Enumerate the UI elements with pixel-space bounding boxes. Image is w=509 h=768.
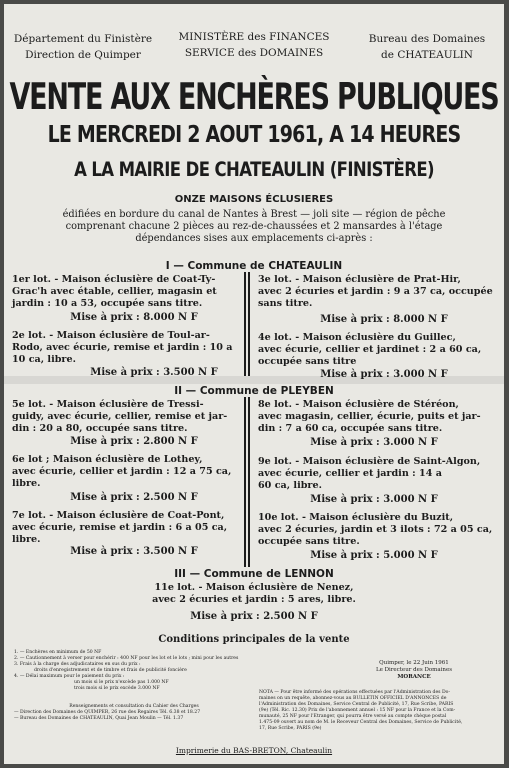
column-divider [248,272,250,376]
lot-11 [104,582,404,606]
lot-line: 3e lot. - Maison éclusière de Prat-Hir, [258,274,461,285]
lot-line: avec écurie, cellier et jardin : 12 a 75 ca, [12,466,232,477]
lot-line: libre. [12,534,41,545]
lot-line: avec écurie, cellier et jardin : 14 a [258,468,442,479]
lot-10-price: Mise à prix : 5.000 N F [310,550,438,561]
lot-line: 7e lot. - Maison éclusière de Coat-Pont, [12,510,225,521]
column-divider [244,272,246,376]
nota-block [259,690,499,732]
header-left-line1: Département du Finistère [13,33,153,45]
conditions-list [14,650,254,692]
commune-chateaulin: I — Commune de CHATEAULIN [165,260,343,272]
commune-pleyben: II — Commune de PLEYBEN [174,385,334,397]
lot-7-price: Mise à prix : 3.500 N F [70,546,198,557]
lot-1 [12,274,240,310]
condition-line: 3. Frais à la charge des adjudicataires en sus du prix : [14,662,141,667]
lot-6-price: Mise à prix : 2.500 N F [70,492,198,503]
lot-line: guidy, avec écurie, cellier, remise et jar- [12,411,228,422]
lot-3 [258,274,498,310]
lot-3-price: Mise à prix : 8.000 N F [320,314,448,325]
lot-2-price: Mise à prix : 3.500 N F [90,367,218,378]
subtitle: ONZE MAISONS ÉCLUSIERES [174,194,334,205]
lot-line: occupée sans titre. [258,536,360,547]
nota-line: 17, Rue Scribe, PARIS (9e) [259,726,322,731]
printer-credit: Imprimerie du BAS-BRETON, Chateaulin [175,746,333,755]
condition-line: droits d'enregistrement et de timbre et frais de publicité foncière [34,668,187,673]
lot-line: 11e lot. - Maison éclusière de Nenez, [154,582,354,593]
condition-line: trois mois si le prix excède 3.000 NF [74,686,160,691]
header-right [354,32,500,62]
lot-line: 10e lot. - Maison éclusière du Buzit, [258,512,454,523]
lot-9-price: Mise à prix : 3.000 N F [310,494,438,505]
renseignements [14,704,254,722]
lot-line: avec écurie, remise et jardin : 6 a 05 ca, [12,522,228,533]
lot-7 [12,510,240,546]
header-left-line2: Direction de Quimper [25,49,141,61]
lot-line: din : 7 a 60 ca, occupée sans titre. [258,423,443,434]
renseignement-line: — Bureau des Domaines de CHATEAULIN, Quai Jean Moulin — Tél. 1.37 [14,716,184,721]
intro-text [4,209,504,245]
lot-8-price: Mise à prix : 3.000 N F [310,437,438,448]
lot-line: avec 2 écuries et jardin : 5 ares, libre. [152,594,356,605]
lot-line: 1er lot. - Maison éclusière de Coat-Ty- [12,274,216,285]
auction-poster [4,4,504,764]
commune-lennon: III — Commune de LENNON [174,568,334,580]
signature-role: Le Directeur des Domaines [375,667,453,673]
intro-line: dépendances sises aux emplacements ci-après : [135,233,373,244]
lot-line: 10 ca, libre. [12,354,76,365]
lot-4-price: Mise à prix : 3.000 N F [320,369,448,380]
lot-1-price: Mise à prix : 8.000 N F [70,312,198,323]
nota-line: (9e) (Tél. Ric. 12.30) Prix de l'abonnement annuel : 15 NF pour la France et la Com- [259,708,456,713]
lot-line: jardin : 10 a 53, occupée sans titre. [12,298,203,309]
lot-10 [258,512,498,548]
lot-line: avec 2 écuries, jardin et 3 ilots : 72 a 05 ca, [258,524,493,535]
lot-line: avec écurie, cellier et jardinet : 2 a 60 ca, [258,344,482,355]
header-right-line1: Bureau des Domaines [368,33,486,45]
lot-line: 2e lot. - Maison éclusière de Toul-ar- [12,330,210,341]
column-divider [248,397,250,567]
lot-line: 9e lot. - Maison éclusière de Saint-Algon, [258,456,481,467]
intro-line: comprenant chacune 2 pièces au rez-de-chaussées et 2 mansardes à l'étage [65,221,443,232]
lot-11-price: Mise à prix : 2.500 N F [190,611,318,622]
lot-line: avec 2 écuries et jardin : 9 a 37 ca, occupée [258,286,493,297]
header-left [8,32,158,62]
signature-date: Quimper, le 22 Juin 1961 [379,660,449,666]
lot-6 [12,454,240,490]
nota-line: NOTA — Pour être informé des opérations effectuées par l'Administration des Do- [259,690,450,695]
lot-line: 60 ca, libre. [258,480,322,491]
lot-line: Grac'h avec étable, cellier, magasin et [12,286,217,297]
lot-line: Rodo, avec écurie, remise et jardin : 10 a [12,342,233,353]
condition-line: un mois si le prix n'excède pas 1.000 NF [74,680,169,685]
nota-line: maines on un requête, abonnez-vous au BULLETIN OFFICIEL D'ANNONCES de [259,696,447,701]
place-line: A LA MAIRIE DE CHATEAULIN (FINISTÈRE) [74,158,434,181]
lot-line: 8e lot. - Maison éclusière de Stéréon, [258,399,459,410]
condition-line: 1. — Enchères en minimum de 50 NF [14,650,102,655]
nota-line: l'Administration des Domaines, Service Central de Publicité, 17, Rue Scribe, PARIS [259,702,454,707]
condition-line: 2. — Cautionnement à verser pour enchérir : 400 NF pour les lot et le lots ; mini pour les autres [14,656,239,661]
lot-line: sans titre. [258,298,313,309]
date-line: LE MERCREDI 2 AOUT 1961, A 14 HEURES [47,121,461,149]
lot-line: 4e lot. - Maison éclusière du Guillec, [258,332,456,343]
conditions-title: Conditions principales de la vente [158,634,350,645]
lot-line: din : 20 a 80, occupée sans titre. [12,423,188,434]
renseignement-line: — Direction des Domaines de QUIMPER, 26 rue des Regaires Tél. 6.38 et 18.27 [14,710,201,715]
signature-block [334,660,494,681]
intro-line: édifiées en bordure du canal de Nantes à Brest — joli site — région de pêche [62,209,446,220]
header-center-line1: MINISTÈRE des FINANCES [178,31,330,43]
lot-line: libre. [12,478,41,489]
nota-line: munauté, 25 NF pour l'Etranger, qui pourra être versé au compte chèque postal [259,714,447,719]
lot-5-price: Mise à prix : 2.800 N F [70,436,198,447]
lot-5 [12,399,240,435]
condition-line: 4. — Délai maximum pour le paiement du prix : [14,674,125,679]
poster-title: VENTE AUX ENCHÈRES PUBLIQUES [9,76,499,119]
renseignement-line: Renseignements et consultation du Cahier des Charges [69,704,199,709]
lot-line: 6e lot ; Maison éclusière de Lothey, [12,454,203,465]
signature-name: MORANCE [397,674,431,680]
column-divider [244,397,246,567]
lot-line: occupée sans titre [258,356,357,367]
nota-line: 1.475-09 ouvert au nom de M. le Receveur Central des Domaines, Service de Publicité, [259,720,463,725]
header-right-line2: de CHATEAULIN [381,49,473,61]
lot-9 [258,456,498,492]
lot-2 [12,330,240,366]
lot-line: 5e lot. - Maison éclusière de Tressi- [12,399,204,410]
header-center [169,30,339,60]
header-center-line2: SERVICE des DOMAINES [184,47,324,59]
lot-line: avec magasin, cellier, écurie, puits et jar- [258,411,481,422]
lot-4 [258,332,498,368]
lot-8 [258,399,498,435]
